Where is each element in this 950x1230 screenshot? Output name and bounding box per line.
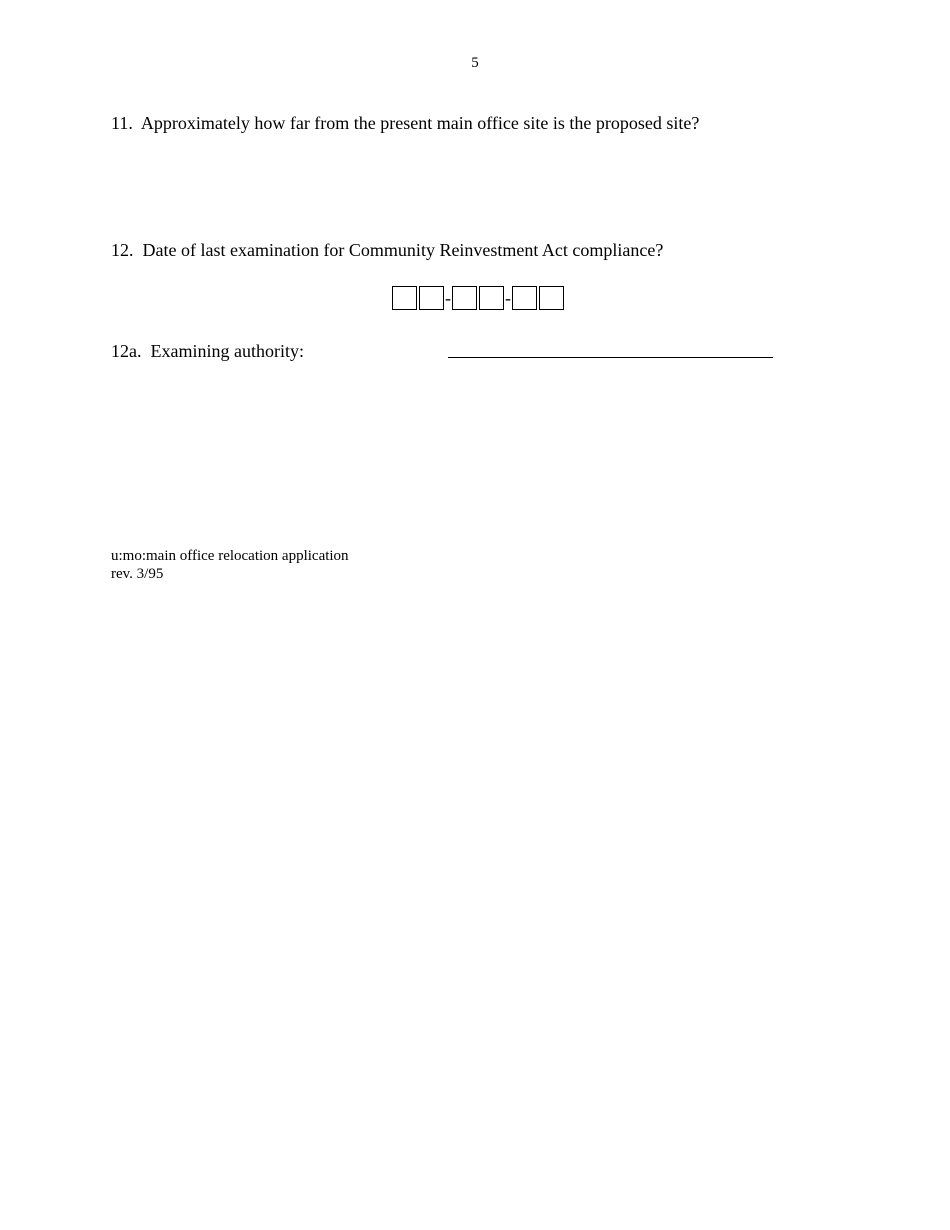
question-12a-number: 12a. [111,341,142,361]
question-12 [111,240,663,261]
year-digit-1-box[interactable] [512,286,537,310]
date-separator: - [505,288,511,308]
month-digit-2-box[interactable] [419,286,444,310]
date-separator: - [445,288,451,308]
footer-document-path: u:mo:main office relocation application [111,548,349,564]
year-digit-2-box[interactable] [539,286,564,310]
question-11-number: 11. [111,113,133,133]
page-number: 5 [471,55,479,71]
question-11-text: Approximately how far from the present main office site is the proposed site? [140,113,700,133]
month-digit-1-box[interactable] [392,286,417,310]
question-11 [111,113,699,134]
day-digit-1-box[interactable] [452,286,477,310]
question-12a [111,341,304,362]
date-entry-boxes [392,285,564,311]
question-12a-text: Examining authority: [150,341,304,361]
footer [111,547,349,583]
question-12-number: 12. [111,240,134,260]
question-12-text: Date of last examination for Community Reinvestment Act compliance? [142,240,664,260]
day-digit-2-box[interactable] [479,286,504,310]
examining-authority-answer-line[interactable] [448,357,773,358]
footer-revision: rev. 3/95 [111,566,164,582]
